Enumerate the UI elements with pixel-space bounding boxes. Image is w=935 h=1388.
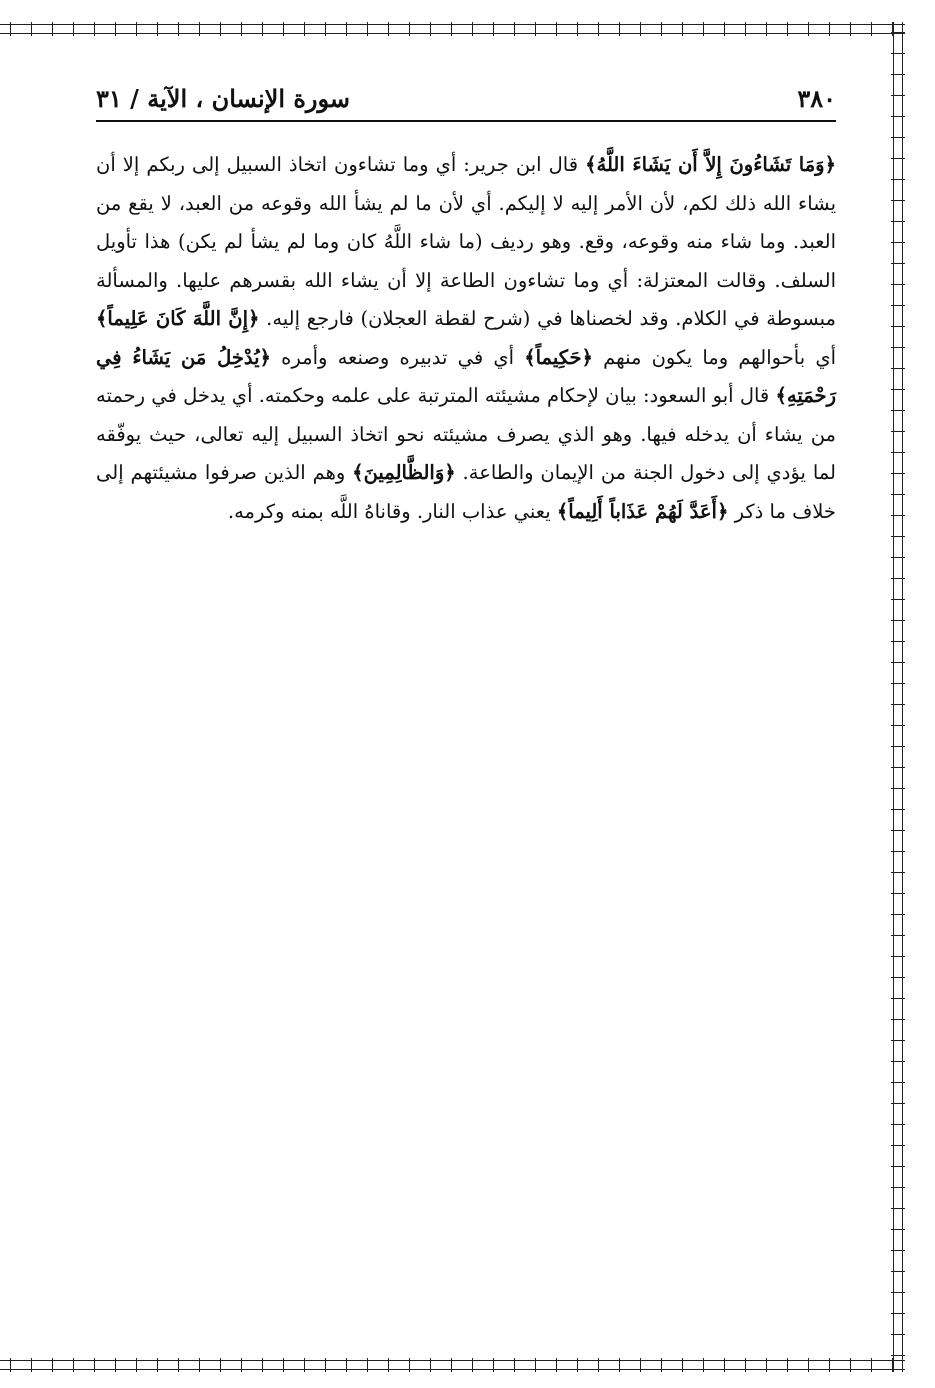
commentary-text: أي بأحوالهم وما يكون منهم xyxy=(592,345,837,369)
commentary-text: قال أبو السعود: بيان لإحكام مشيئته المترتبة على علمه وحكمته. أي يدخل في رحمته من يشاء أن يدخله فيها. وهو الذي يصرف مشيئته نحو اتخاذ السبيل إليه تعالى، حيث يوفّقه لما يؤدي إلى دخول الجنة من الإيمان والطاعة. xyxy=(96,384,836,484)
commentary-paragraph xyxy=(96,146,836,531)
ornamental-border-top xyxy=(0,22,905,36)
commentary-text: وهم الذين صرفوا مشيئتهم إلى خلاف ما ذكر xyxy=(96,461,836,523)
quran-verse: ﴿حَكِيماً﴾ xyxy=(524,345,593,369)
body-text xyxy=(96,146,836,531)
quran-verse: ﴿يُدْخِلُ مَن يَشَاءُ فِي رَحْمَتِهِ﴾ xyxy=(96,345,836,407)
ornamental-border-bottom xyxy=(0,1358,905,1372)
commentary-text: قال ابن جرير: أي وما تشاءون اتخاذ السبيل إلى ربكم إلا أن يشاء الله ذلك لكم، لأن الأمر إليه لا إليكم. أي لأن ما لم يشأ الله وقوعه من العبد، لا يقع من العبد. وما شاء منه وقوعه، وقع. وهو رديف (ما شاء اللَّهُ كان وما لم يشأ لم يكن) هذا تأويل السلف. وقالت المعتزلة: أي وما تشاءون الطاعة إلا أن يشاء الله بقسرهم عليها. والمسألة مبسوطة في الكلام. وقد لخصناها في (شرح لقطة العجلان) فارجع إليه. xyxy=(96,153,836,330)
quran-verse: ﴿وَالظَّالِمِينَ﴾ xyxy=(352,461,456,484)
commentary-text: أي في تدبيره وصنعه وأمره xyxy=(270,345,525,369)
page-number: ٣٨٠ xyxy=(797,83,836,113)
commentary-text: يعني عذاب النار. وقاناهُ اللَّه بمنه وكرمه. xyxy=(227,499,557,523)
quran-verse: ﴿إِنَّ اللَّهَ كَانَ عَلِيماً﴾ xyxy=(96,307,260,330)
running-title: سورة الإنسان ، الآية / ٣١ xyxy=(96,83,351,113)
page-header xyxy=(96,76,836,122)
quran-verse: ﴿أَعَدَّ لَهُمْ عَذَاباً أَلِيماً﴾ xyxy=(556,499,729,523)
ornamental-border-right xyxy=(891,22,905,1372)
quran-verse: ﴿وَمَا تَشَاءُونَ إِلاَّ أَن يَشَاءَ اللَّهُ﴾ xyxy=(585,153,837,176)
